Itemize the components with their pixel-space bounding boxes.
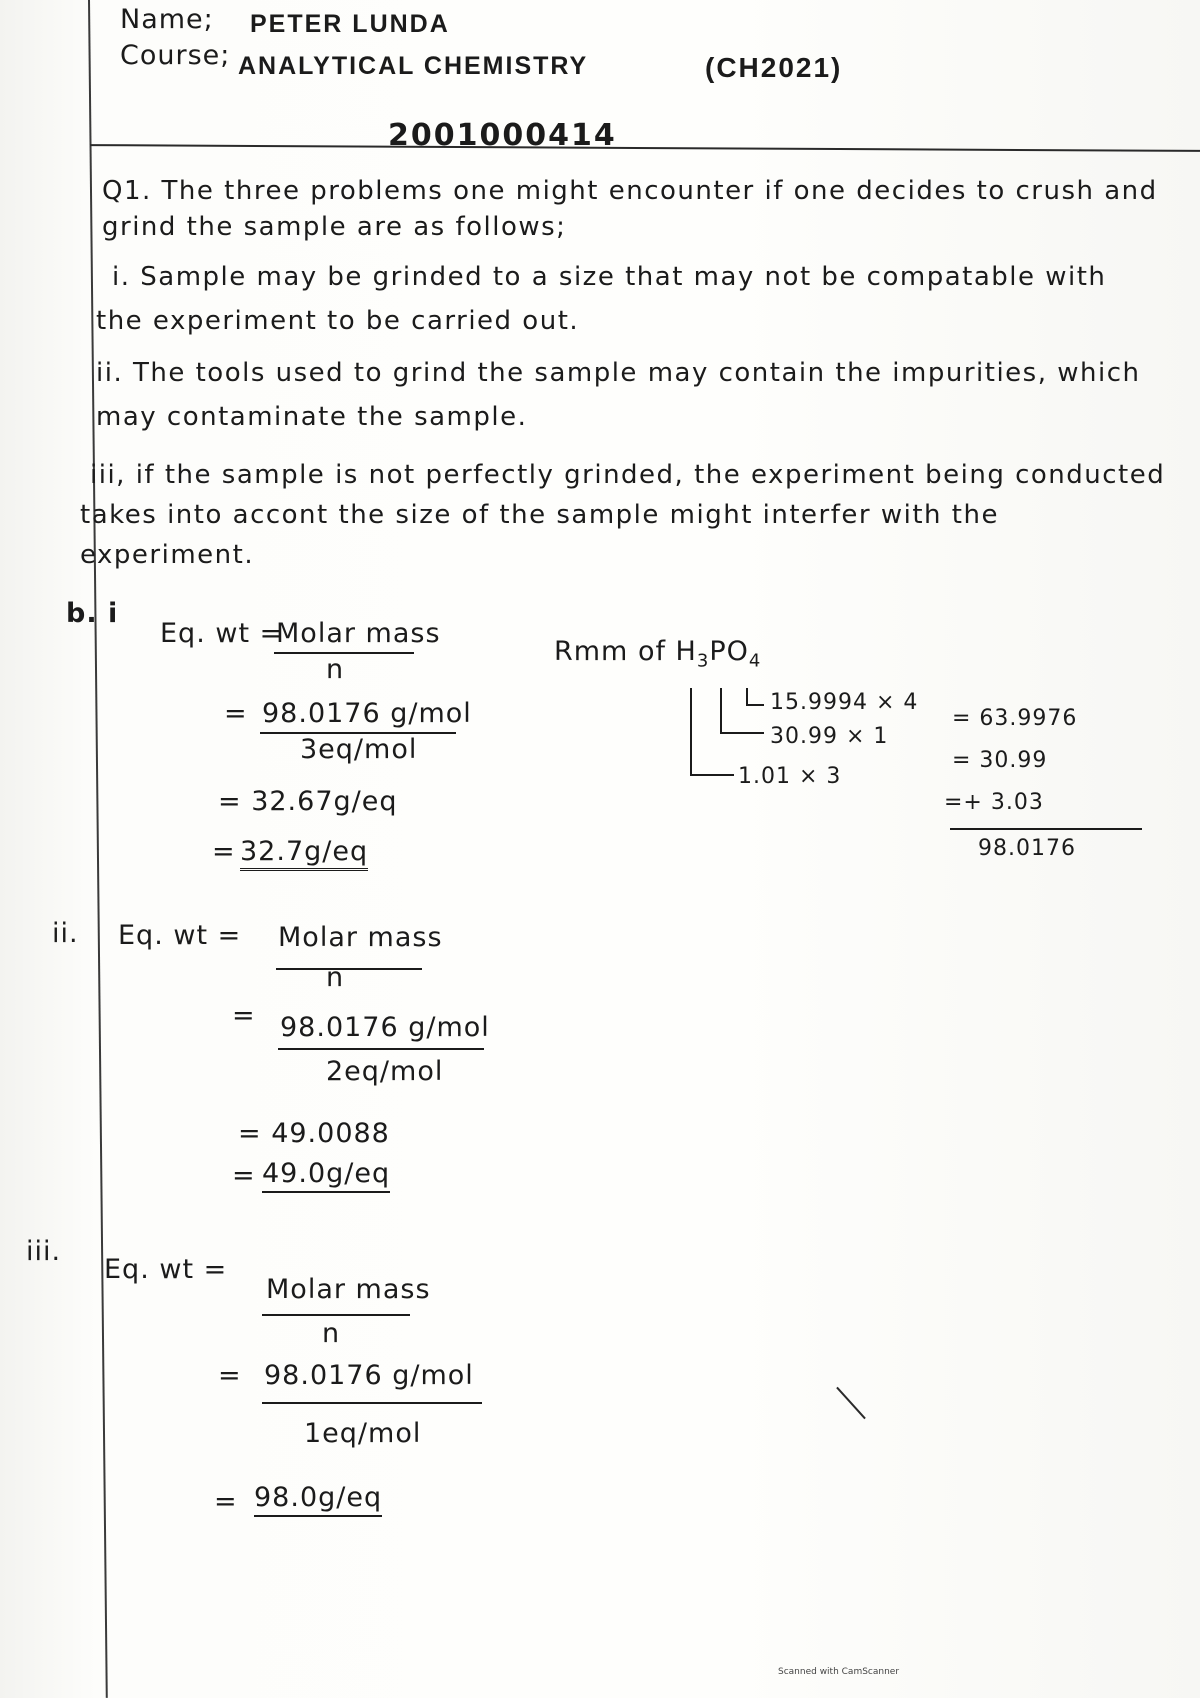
name-label: Name;	[120, 4, 214, 35]
header-rule	[90, 144, 1200, 152]
b-ii-fraction-bar-2	[278, 1048, 484, 1050]
rmm-total: 98.0176	[978, 836, 1076, 861]
q1-iii-line3: experiment.	[80, 540, 255, 570]
b-ii-equals-2: =	[232, 1000, 256, 1031]
b-ii-result-1: = 49.0088	[238, 1118, 390, 1149]
b-iii-fraction-bar-2	[262, 1402, 482, 1404]
rmm-tick-h	[690, 774, 734, 776]
b-iii-label: iii.	[26, 1236, 62, 1267]
rmm-h-line: 1.01 × 3	[738, 764, 842, 789]
rmm-bracket-outer	[690, 688, 692, 774]
b-iii-denominator-2: 1eq/mol	[304, 1418, 422, 1449]
b-iii-numerator-2: 98.0176 g/mol	[264, 1360, 474, 1391]
b-i-equals-2: =	[224, 698, 248, 729]
b-iii-denominator: n	[322, 1318, 341, 1349]
rmm-o-value: = 63.9976	[952, 706, 1078, 731]
b-iii-final-answer: 98.0g/eq	[254, 1482, 382, 1517]
b-ii-result-2-equals: =	[232, 1160, 256, 1191]
b-ii-label: ii.	[52, 918, 79, 949]
q1-ii-line1: ii. The tools used to grind the sample may contain the impurities, which	[96, 358, 1141, 388]
stray-pen-mark	[836, 1387, 866, 1420]
q1-iii-line2: takes into accont the size of the sample might interfer with the	[80, 500, 999, 530]
margin-line	[88, 0, 108, 1698]
b-ii-denominator-2: 2eq/mol	[326, 1056, 444, 1087]
rmm-sum-line	[950, 828, 1142, 830]
b-iii-numerator: Molar mass	[266, 1274, 431, 1305]
b-ii-denominator: n	[326, 962, 345, 993]
rmm-p-value: = 30.99	[952, 748, 1048, 773]
b-iii-result-equals: =	[214, 1486, 238, 1517]
name-value: PETER LUNDA	[250, 10, 450, 38]
course-code: (CH2021)	[705, 52, 843, 83]
b-iii-fraction-bar	[262, 1314, 410, 1316]
rmm-bracket-inner	[746, 688, 748, 704]
rmm-o-line: 15.9994 × 4	[770, 690, 919, 715]
rmm-tick-p	[720, 732, 764, 734]
student-id: 2001000414	[388, 118, 617, 153]
rmm-bracket-mid	[720, 688, 722, 732]
b-ii-fraction-bar	[276, 968, 422, 970]
b-i-final-answer: 32.7g/eq	[240, 836, 368, 871]
rmm-h-value: =+ 3.03	[944, 790, 1044, 815]
q1-i-line1: i. Sample may be grinded to a size that may not be compatable with	[112, 262, 1107, 292]
rmm-tick-o	[746, 704, 764, 706]
q1-i-line2: the experiment to be carried out.	[96, 306, 580, 336]
b-i-denominator: n	[326, 654, 345, 685]
rmm-title: Rmm of $H_3PO_4$	[554, 636, 762, 672]
b-i-eq: Eq. wt =	[160, 618, 284, 649]
b-ii-eq: Eq. wt =	[118, 920, 242, 951]
b-i-numerator-2: 98.0176 g/mol	[262, 698, 472, 729]
part-b-label: b. i	[66, 598, 119, 629]
b-ii-numerator-2: 98.0176 g/mol	[280, 1012, 490, 1043]
scanner-watermark: Scanned with CamScanner	[778, 1667, 900, 1677]
q1-ii-line2: may contaminate the sample.	[96, 402, 528, 432]
q1-intro-line1: Q1. The three problems one might encounter if one decides to crush and	[102, 176, 1158, 206]
rmm-p-line: 30.99 × 1	[770, 724, 889, 749]
b-ii-numerator: Molar mass	[278, 922, 443, 953]
course-label: Course;	[120, 40, 231, 71]
b-i-denominator-2: 3eq/mol	[300, 734, 418, 765]
b-ii-final-answer: 49.0g/eq	[262, 1158, 390, 1193]
b-i-result-1: = 32.67g/eq	[218, 786, 398, 817]
course-value: ANALYTICAL CHEMISTRY	[238, 52, 589, 80]
b-i-numerator: Molar mass	[276, 618, 441, 649]
b-iii-equals-2: =	[218, 1360, 242, 1391]
q1-intro-line2: grind the sample are as follows;	[102, 212, 567, 242]
q1-iii-line1: iii, if the sample is not perfectly grinded, the experiment being conducted	[90, 460, 1166, 490]
b-i-result-2-equals: =	[212, 836, 236, 867]
b-iii-eq: Eq. wt =	[104, 1254, 228, 1285]
